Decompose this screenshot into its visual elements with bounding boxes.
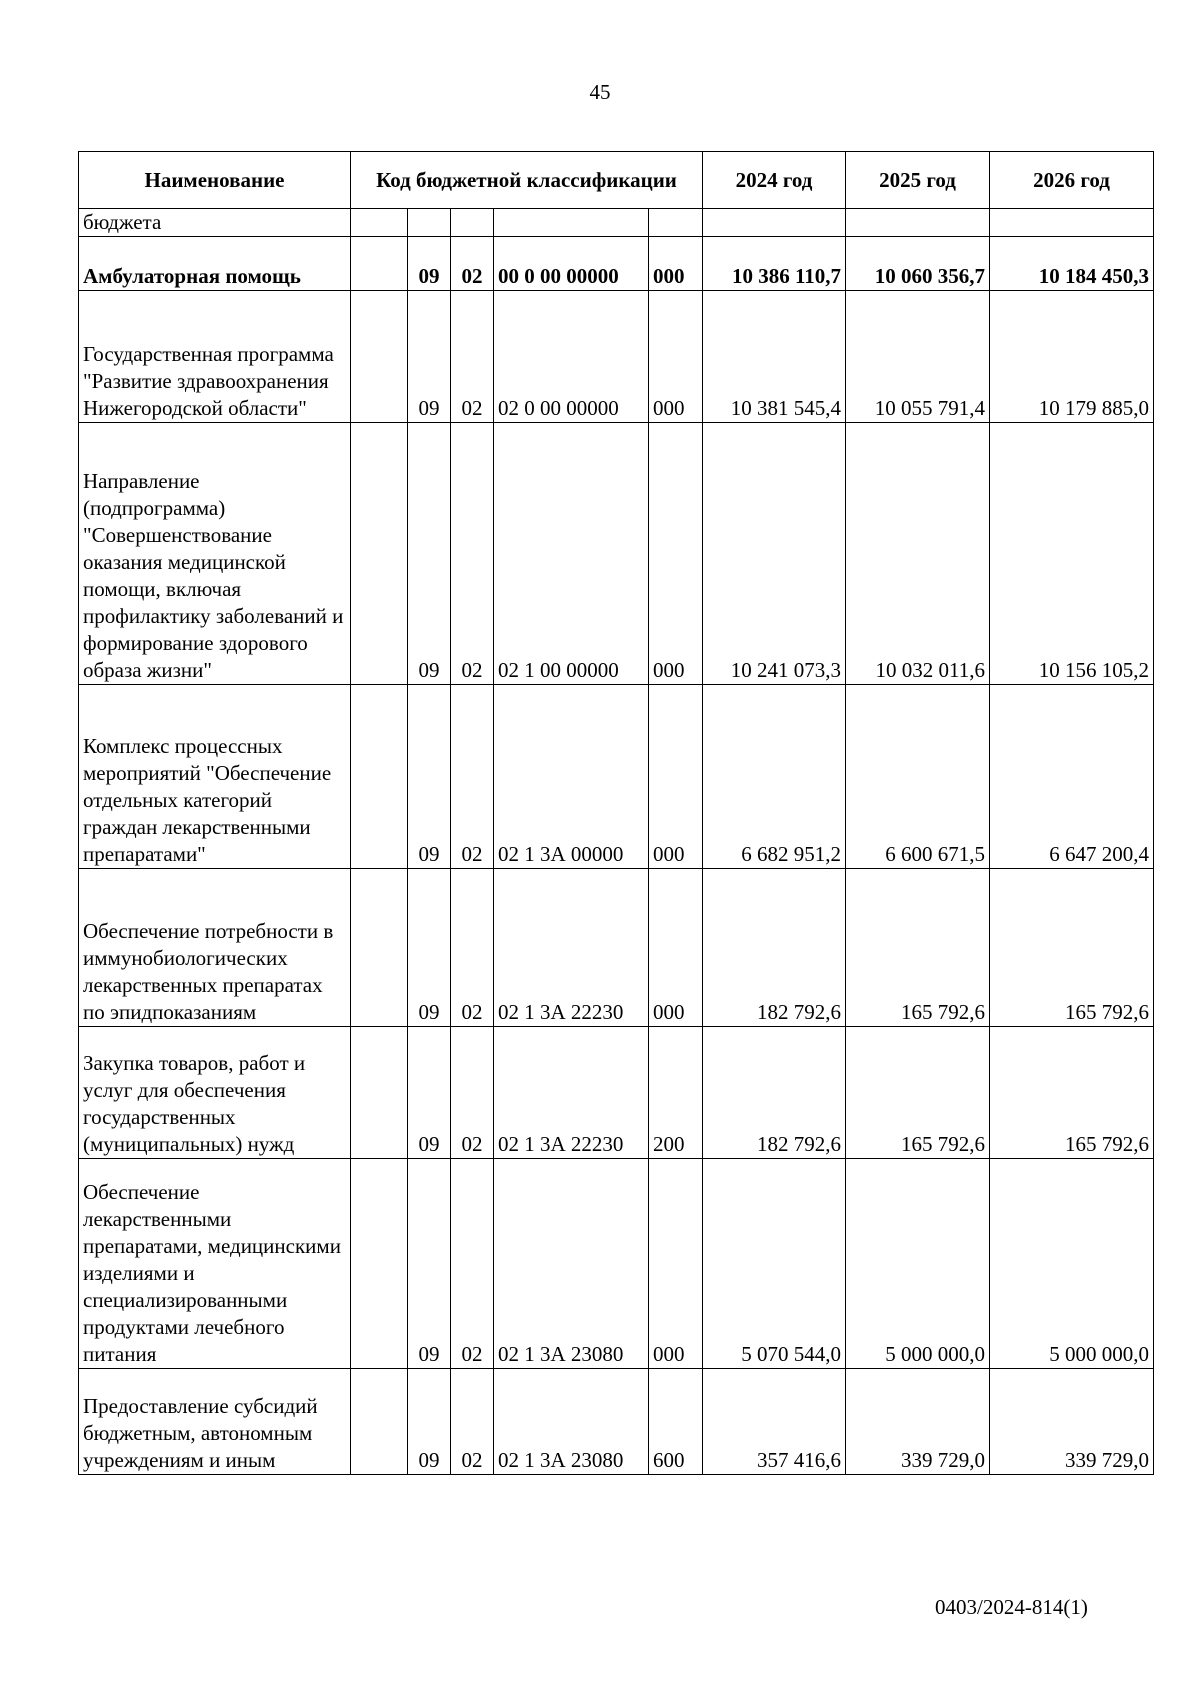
row-subsection-code: 02 <box>451 1027 494 1159</box>
budget-table <box>78 151 1154 1475</box>
row-value-2024: 182 792,6 <box>703 869 846 1027</box>
header-2025: 2025 год <box>846 152 990 209</box>
table-row <box>79 685 1154 869</box>
row-expense-type-code: 000 <box>649 291 703 423</box>
table-row <box>79 1369 1154 1475</box>
row-value-2024: 6 682 951,2 <box>703 685 846 869</box>
row-value-2025: 165 792,6 <box>846 1027 990 1159</box>
row-target-article-code <box>494 209 649 237</box>
row-expense-type-code: 000 <box>649 237 703 291</box>
row-target-article-code: 02 1 3А 22230 <box>494 1027 649 1159</box>
row-value-2025: 165 792,6 <box>846 869 990 1027</box>
row-target-article-code: 02 1 3А 23080 <box>494 1159 649 1369</box>
row-target-article-code: 02 1 3А 22230 <box>494 869 649 1027</box>
page-number: 45 <box>589 80 611 104</box>
row-value-2026: 10 179 885,0 <box>990 291 1154 423</box>
row-blank-cell <box>351 1369 408 1475</box>
row-blank-cell <box>351 869 408 1027</box>
row-section-code: 09 <box>408 1159 451 1369</box>
row-value-2024: 10 386 110,7 <box>703 237 846 291</box>
header-code: Код бюджетной классификации <box>351 152 703 209</box>
row-value-2026 <box>990 209 1154 237</box>
row-blank-cell <box>351 1159 408 1369</box>
table-row <box>79 291 1154 423</box>
row-name: Закупка товаров, работ и услуг для обеспечения государственных (муниципальных) нужд <box>79 1027 351 1159</box>
row-section-code: 09 <box>408 291 451 423</box>
row-value-2026: 165 792,6 <box>990 869 1154 1027</box>
row-blank-cell <box>351 685 408 869</box>
row-name: Обеспечение потребности в иммунобиологических лекарственных препаратах по эпидпоказаниям <box>79 869 351 1027</box>
row-expense-type-code <box>649 209 703 237</box>
row-subsection-code: 02 <box>451 1159 494 1369</box>
row-section-code: 09 <box>408 1027 451 1159</box>
row-value-2025: 6 600 671,5 <box>846 685 990 869</box>
row-expense-type-code: 000 <box>649 869 703 1027</box>
row-expense-type-code: 200 <box>649 1027 703 1159</box>
row-value-2026: 5 000 000,0 <box>990 1159 1154 1369</box>
row-value-2026: 339 729,0 <box>990 1369 1154 1475</box>
row-target-article-code: 02 1 3А 23080 <box>494 1369 649 1475</box>
row-value-2024: 10 381 545,4 <box>703 291 846 423</box>
row-expense-type-code: 000 <box>649 685 703 869</box>
row-subsection-code: 02 <box>451 423 494 685</box>
row-subsection-code: 02 <box>451 869 494 1027</box>
row-expense-type-code: 600 <box>649 1369 703 1475</box>
row-value-2024: 182 792,6 <box>703 1027 846 1159</box>
row-blank-cell <box>351 423 408 685</box>
row-expense-type-code: 000 <box>649 1159 703 1369</box>
document-number: 0403/2024-814(1) <box>935 1595 1088 1619</box>
row-section-code <box>408 209 451 237</box>
row-name: Предоставление субсидий бюджетным, автономным учреждениям и иным <box>79 1369 351 1475</box>
row-subsection-code: 02 <box>451 685 494 869</box>
row-value-2026: 165 792,6 <box>990 1027 1154 1159</box>
row-blank-cell <box>351 1027 408 1159</box>
row-value-2024: 357 416,6 <box>703 1369 846 1475</box>
row-target-article-code: 02 1 3А 00000 <box>494 685 649 869</box>
row-subsection-code: 02 <box>451 237 494 291</box>
row-name: Направление (подпрограмма) "Совершенствование оказания медицинской помощи, включая профилактику заболеваний и формирование здорового образа жизни" <box>79 423 351 685</box>
table-row <box>79 423 1154 685</box>
row-value-2025 <box>846 209 990 237</box>
row-subsection-code: 02 <box>451 291 494 423</box>
row-section-code: 09 <box>408 237 451 291</box>
row-blank-cell <box>351 209 408 237</box>
row-value-2025: 5 000 000,0 <box>846 1159 990 1369</box>
row-blank-cell <box>351 237 408 291</box>
row-value-2025: 10 032 011,6 <box>846 423 990 685</box>
row-value-2025: 339 729,0 <box>846 1369 990 1475</box>
table-header-row <box>79 152 1154 209</box>
row-name: Комплекс процессных мероприятий "Обеспечение отдельных категорий граждан лекарственными препаратами" <box>79 685 351 869</box>
table-row <box>79 1027 1154 1159</box>
table-row <box>79 869 1154 1027</box>
header-2024: 2024 год <box>703 152 846 209</box>
row-section-code: 09 <box>408 423 451 685</box>
row-target-article-code: 02 0 00 00000 <box>494 291 649 423</box>
row-value-2025: 10 055 791,4 <box>846 291 990 423</box>
row-name: Амбулаторная помощь <box>79 237 351 291</box>
row-value-2024: 10 241 073,3 <box>703 423 846 685</box>
table-row <box>79 1159 1154 1369</box>
row-value-2026: 10 184 450,3 <box>990 237 1154 291</box>
row-section-code: 09 <box>408 1369 451 1475</box>
header-2026: 2026 год <box>990 152 1154 209</box>
row-subsection-code: 02 <box>451 1369 494 1475</box>
row-value-2024: 5 070 544,0 <box>703 1159 846 1369</box>
header-name: Наименование <box>79 152 351 209</box>
row-blank-cell <box>351 291 408 423</box>
table-row <box>79 237 1154 291</box>
row-subsection-code <box>451 209 494 237</box>
row-expense-type-code: 000 <box>649 423 703 685</box>
row-name: бюджета <box>79 209 351 237</box>
row-target-article-code: 02 1 00 00000 <box>494 423 649 685</box>
row-section-code: 09 <box>408 685 451 869</box>
row-section-code: 09 <box>408 869 451 1027</box>
table-row <box>79 209 1154 237</box>
row-value-2026: 6 647 200,4 <box>990 685 1154 869</box>
row-value-2026: 10 156 105,2 <box>990 423 1154 685</box>
row-value-2024 <box>703 209 846 237</box>
row-name: Государственная программа "Развитие здравоохранения Нижегородской области" <box>79 291 351 423</box>
row-name: Обеспечение лекарственными препаратами, медицинскими изделиями и специализированными продуктами лечебного питания <box>79 1159 351 1369</box>
row-target-article-code: 00 0 00 00000 <box>494 237 649 291</box>
row-value-2025: 10 060 356,7 <box>846 237 990 291</box>
